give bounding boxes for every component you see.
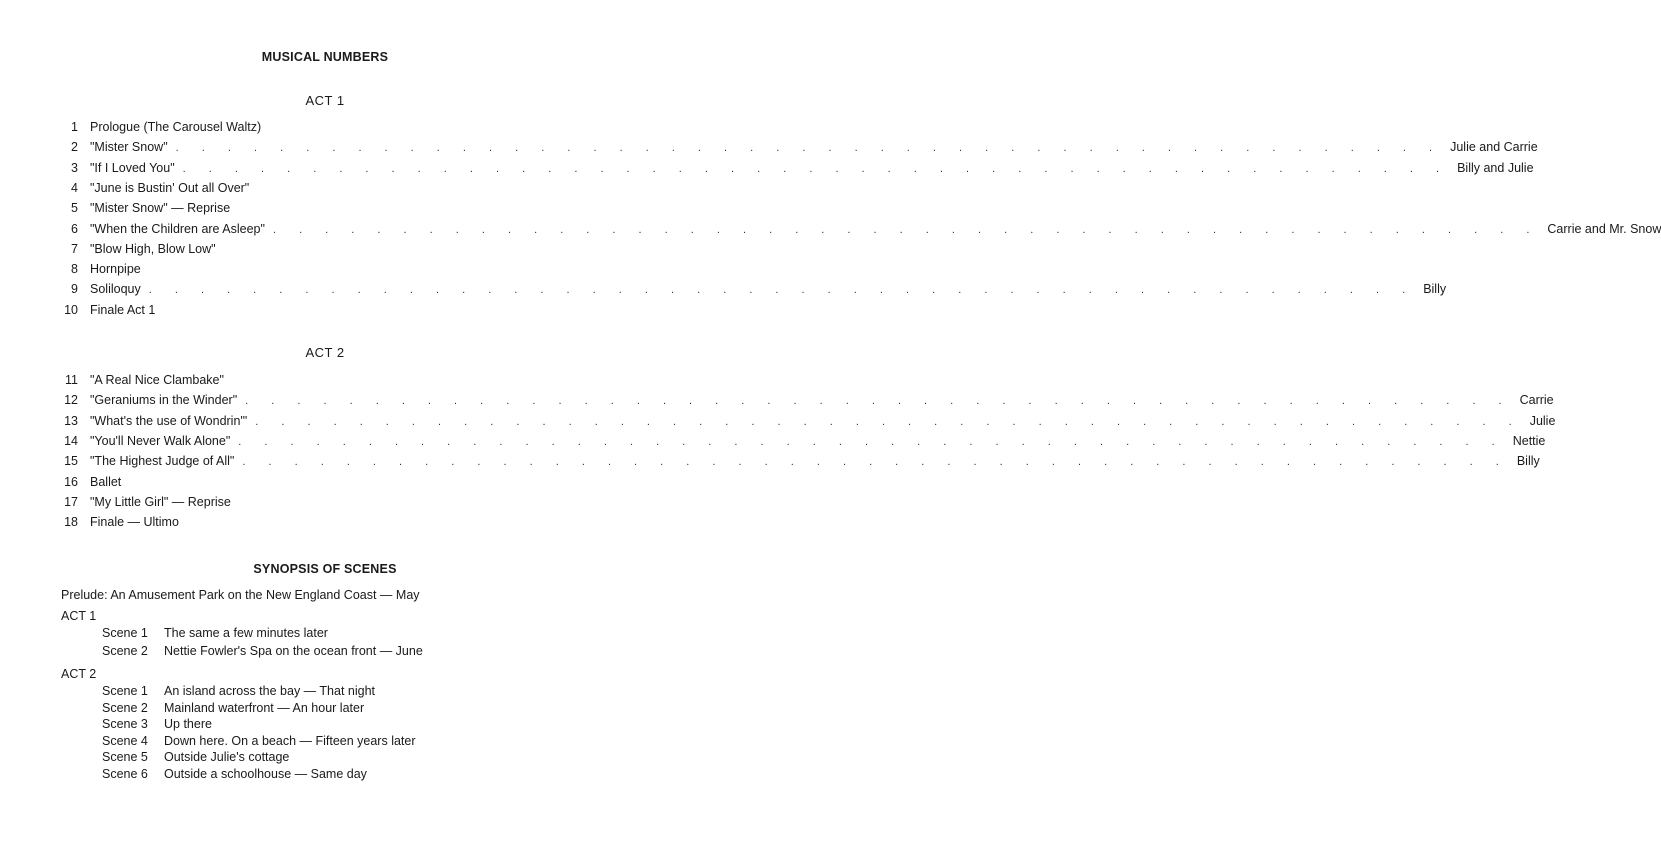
- number-row: [56, 139, 1538, 155]
- scene-row: [102, 749, 289, 765]
- number-title: Prologue (The Carousel Waltz): [90, 120, 262, 134]
- number-row: [56, 160, 1534, 176]
- number-row: [56, 433, 1546, 449]
- number-row: [56, 372, 580, 388]
- scene-label: Scene 1: [102, 684, 148, 698]
- number-title: Soliloquy: [90, 282, 141, 297]
- scene-row: [102, 643, 423, 659]
- number-row: [56, 261, 580, 277]
- scene-label: Scene 3: [102, 717, 148, 732]
- number-index: 16: [64, 474, 78, 489]
- number-row: [56, 494, 580, 510]
- scene-row: [102, 700, 364, 716]
- number-index: 18: [64, 515, 78, 530]
- scene-label: Scene 2: [102, 643, 148, 658]
- number-performer: Billy: [1423, 282, 1447, 297]
- number-title: "The Highest Judge of All": [90, 454, 235, 469]
- number-title: Finale Act 1: [90, 302, 156, 317]
- leader-dots: . . . . . . . . . . . . . . . . . . . . . . . . . . . . . . . . . . . . . . . . . . . . . . . . .: [272, 223, 1540, 236]
- number-index: 15: [64, 454, 78, 469]
- number-title: "Geraniums in the Winder": [90, 393, 238, 408]
- musical-numbers-heading: MUSICAL NUMBERS: [261, 50, 389, 64]
- scene-description: Up there: [164, 717, 212, 732]
- number-title: Finale — Ultimo: [90, 515, 179, 530]
- scene-label: Scene 6: [102, 767, 148, 781]
- number-title: "June is Bustin' Out all Over": [90, 180, 250, 195]
- number-index: 5: [71, 201, 78, 216]
- number-performer: Billy and Julie: [1457, 160, 1534, 175]
- number-row: [56, 514, 580, 530]
- number-title: "What's the use of Wondrin'": [90, 413, 248, 428]
- scene-description: Nettie Fowler's Spa on the ocean front — June: [164, 643, 423, 658]
- number-row: [56, 302, 580, 318]
- number-row: [56, 281, 1447, 297]
- synopsis-heading: SYNOPSIS OF SCENES: [253, 562, 397, 576]
- number-row: [56, 200, 580, 216]
- scene-row: [102, 716, 212, 732]
- number-index: 2: [71, 140, 78, 155]
- scene-label: Scene 2: [102, 700, 148, 715]
- number-row: [56, 474, 580, 490]
- scene-row: [102, 625, 328, 641]
- scene-row: [102, 733, 416, 749]
- number-index: 6: [71, 221, 78, 236]
- number-row: [56, 241, 580, 257]
- number-performer: Billy: [1516, 454, 1540, 469]
- number-index: 7: [71, 241, 78, 256]
- number-title: "Mister Snow": [90, 140, 168, 155]
- number-performer: Julie and Carrie: [1450, 140, 1538, 155]
- scene-description: Outside Julie's cottage: [164, 750, 290, 765]
- number-title: "A Real Nice Clambake": [90, 373, 224, 387]
- leader-dots: . . . . . . . . . . . . . . . . . . . . . . . . . . . . . . . . . . . . . . . . . . . . . . . . .: [175, 142, 1443, 155]
- scene-description: An island across the bay — That night: [164, 684, 375, 698]
- number-performer: Carrie: [1519, 393, 1554, 408]
- synopsis-act1-heading: ACT 1: [61, 609, 97, 623]
- scene-description: Down here. On a beach — Fifteen years later: [164, 733, 416, 748]
- number-index: 17: [64, 494, 78, 509]
- number-index: 3: [71, 160, 78, 175]
- leader-dots: . . . . . . . . . . . . . . . . . . . . . . . . . . . . . . . . . . . . . . . . . . . . . . . . .: [238, 435, 1505, 448]
- number-title: Hornpipe: [90, 262, 141, 277]
- scene-description: Mainland waterfront — An hour later: [164, 700, 365, 715]
- number-row: [56, 180, 580, 196]
- scene-row: [102, 766, 367, 782]
- scene-label: Scene 1: [102, 626, 148, 640]
- number-title: "Mister Snow" — Reprise: [90, 201, 231, 216]
- act2-heading: ACT 2: [305, 345, 345, 360]
- scene-label: Scene 4: [102, 733, 148, 748]
- leader-dots: . . . . . . . . . . . . . . . . . . . . . . . . . . . . . . . . . . . . . . . . . . . . . . . . .: [182, 162, 1450, 175]
- number-index: 8: [71, 262, 78, 277]
- leader-dots: . . . . . . . . . . . . . . . . . . . . . . . . . . . . . . . . . . . . . . . . . . . . . . . . .: [255, 415, 1522, 428]
- number-performer: Carrie and Mr. Snow: [1547, 221, 1661, 236]
- act1-heading: ACT 1: [305, 93, 345, 108]
- synopsis-prelude: Prelude: An Amusement Park on the New England Coast — May: [61, 588, 420, 602]
- number-performer: Julie: [1529, 413, 1556, 428]
- number-performer: Nettie: [1512, 433, 1546, 448]
- scene-description: Outside a schoolhouse — Same day: [164, 767, 367, 781]
- number-title: "When the Children are Asleep": [90, 221, 265, 236]
- number-index: 13: [64, 413, 78, 428]
- number-row: [56, 221, 1661, 237]
- number-title: "If I Loved You": [90, 160, 175, 175]
- number-row: [56, 453, 1540, 469]
- number-row: [56, 413, 1556, 429]
- number-index: 9: [71, 282, 78, 297]
- number-index: 1: [71, 120, 78, 134]
- number-title: "Blow High, Blow Low": [90, 241, 216, 256]
- number-index: 4: [71, 180, 78, 195]
- scene-description: The same a few minutes later: [164, 626, 328, 640]
- number-index: 12: [64, 393, 78, 408]
- number-index: 14: [64, 433, 78, 448]
- number-title: Ballet: [90, 474, 122, 489]
- synopsis-act2-heading: ACT 2: [61, 667, 97, 681]
- number-index: 11: [65, 373, 78, 387]
- number-row: [56, 119, 580, 135]
- leader-dots: . . . . . . . . . . . . . . . . . . . . . . . . . . . . . . . . . . . . . . . . . . . . . . . . .: [245, 395, 1512, 408]
- leader-dots: . . . . . . . . . . . . . . . . . . . . . . . . . . . . . . . . . . . . . . . . . . . . . . . . .: [148, 284, 1416, 297]
- number-index: 10: [64, 302, 78, 317]
- scene-row: [102, 683, 375, 699]
- number-title: "You'll Never Walk Alone": [90, 433, 231, 448]
- leader-dots: . . . . . . . . . . . . . . . . . . . . . . . . . . . . . . . . . . . . . . . . . . . . . . . . .: [242, 456, 1509, 469]
- scene-label: Scene 5: [102, 750, 148, 765]
- number-title: "My Little Girl" — Reprise: [90, 494, 231, 509]
- number-row: [56, 392, 1554, 408]
